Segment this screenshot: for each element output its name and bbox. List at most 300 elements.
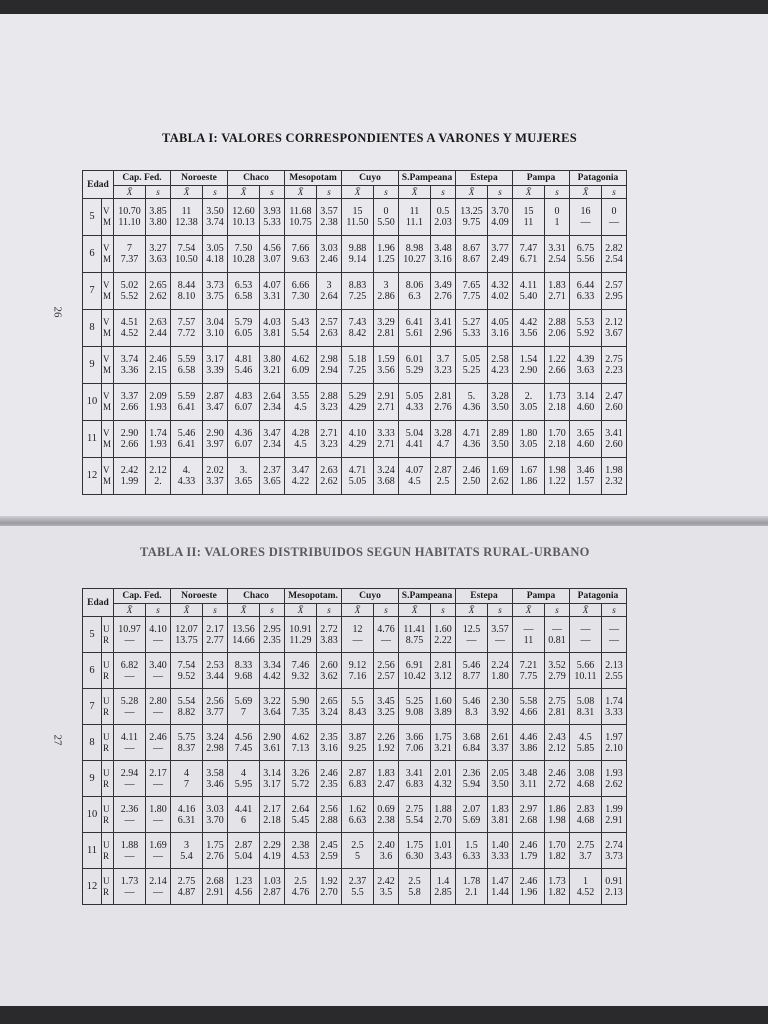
value: 5: [355, 850, 360, 862]
mean-cell: [171, 833, 203, 869]
sd-cell: [374, 689, 399, 725]
age-cell: 8: [83, 310, 102, 347]
mean-cell: [285, 869, 317, 905]
sd-cell: [602, 725, 627, 761]
value: 2.63: [149, 317, 167, 328]
group-label: R: [103, 850, 110, 861]
value: 2.05: [491, 767, 509, 779]
mean-cell: [171, 347, 203, 384]
value: 1.93: [605, 767, 623, 779]
value: 3.37: [120, 391, 139, 402]
value: —: [523, 623, 534, 635]
value: 2.75: [605, 354, 623, 365]
mean-cell: [456, 761, 488, 797]
value: 3.65: [576, 428, 595, 439]
mean-cell: [342, 689, 374, 725]
value: 2.36: [462, 767, 481, 779]
mean-cell: [342, 797, 374, 833]
value: 3: [326, 280, 332, 291]
value: 3.73: [605, 850, 623, 862]
group-cell: [102, 310, 114, 347]
group-label: V: [103, 465, 110, 475]
sd-header: s: [488, 604, 513, 617]
value: 3.86: [519, 742, 538, 754]
value: 2.81: [434, 659, 452, 671]
value: 7.25: [348, 291, 367, 302]
region-header: Patagonia: [570, 589, 627, 604]
mean-cell: [570, 653, 602, 689]
value: 4.03: [263, 317, 281, 328]
table-row: [83, 689, 627, 725]
value: 1.88: [120, 839, 139, 851]
value: 3.36: [120, 365, 139, 376]
value: 3.67: [605, 328, 623, 339]
sd-cell: [146, 617, 171, 653]
value: 5.43: [291, 317, 310, 328]
mean-cell: [342, 236, 374, 273]
value: 4.29: [348, 402, 367, 413]
group-label: U: [103, 875, 110, 886]
mean-cell: [342, 833, 374, 869]
value: 2.71: [377, 439, 395, 450]
value: 4.52: [120, 328, 139, 339]
sd-cell: [317, 833, 342, 869]
mean-cell: [171, 199, 203, 236]
value: 3: [184, 839, 189, 851]
mean-cell: [399, 199, 431, 236]
value: 4.7: [436, 439, 450, 450]
mean-cell: [456, 725, 488, 761]
value: 8.33: [234, 659, 253, 671]
mean-cell: [285, 236, 317, 273]
value: 2.18: [548, 439, 566, 450]
value: 1.80: [149, 803, 167, 815]
sd-cell: [602, 617, 627, 653]
age-cell: 10: [83, 384, 102, 421]
value: 2.82: [605, 243, 623, 254]
age-cell: 12: [83, 869, 102, 905]
value: 11.50: [346, 217, 369, 228]
sd-cell: [545, 421, 570, 458]
region-header: Cap. Fed.: [114, 589, 171, 604]
sd-cell: [203, 310, 228, 347]
value: 11: [181, 206, 192, 217]
value: 4.5: [294, 439, 307, 450]
page-number: 27: [51, 734, 64, 746]
value: 2.57: [320, 317, 338, 328]
group-cell: [102, 833, 114, 869]
mean-cell: [513, 617, 545, 653]
value: 11.41: [403, 623, 426, 635]
value: 2.87: [234, 839, 253, 851]
value: 6.75: [576, 243, 595, 254]
table-row: [83, 421, 627, 458]
value: 2.37: [348, 875, 367, 887]
value: 1.82: [548, 850, 566, 862]
table-row: [83, 199, 627, 236]
value: 3.65: [234, 476, 253, 487]
value: 1.82: [548, 886, 566, 898]
mean-cell: [456, 384, 488, 421]
sd-cell: [260, 869, 285, 905]
value: 3.50: [491, 402, 509, 413]
value: 6.63: [348, 814, 367, 826]
value: 4.46: [519, 731, 538, 743]
mean-cell: [285, 725, 317, 761]
value: 6.53: [234, 280, 253, 291]
value: 7.54: [177, 243, 196, 254]
mean-cell: [513, 421, 545, 458]
value: 15: [523, 206, 534, 217]
region-header: Estepa: [456, 171, 513, 186]
value: 3.56: [377, 365, 395, 376]
value: 3.24: [377, 465, 395, 476]
value: 6.33: [462, 850, 481, 862]
value: 2.62: [320, 476, 338, 487]
mean-cell: [513, 273, 545, 310]
mean-cell: [171, 689, 203, 725]
mean-cell: [456, 653, 488, 689]
value: 1.83: [377, 767, 395, 779]
mean-cell: [228, 725, 260, 761]
value: 1.80: [491, 670, 509, 682]
mean-cell: [456, 199, 488, 236]
value: —: [352, 634, 363, 646]
value: 0: [383, 206, 389, 217]
sd-cell: [602, 273, 627, 310]
value: 6.3: [408, 291, 421, 302]
value: —: [124, 886, 135, 898]
value: 13.75: [175, 634, 198, 646]
region-header: Chaco: [228, 171, 285, 186]
value: 1.75: [434, 731, 452, 743]
value: 3.89: [434, 706, 452, 718]
value: 9.14: [348, 254, 367, 265]
mean-cell: [285, 653, 317, 689]
value: 2.12: [548, 742, 566, 754]
value: 7.72: [177, 328, 196, 339]
mean-cell: [570, 347, 602, 384]
age-cell: 11: [83, 833, 102, 869]
value: 3.33: [491, 850, 509, 862]
sd-cell: [602, 761, 627, 797]
value: 3.93: [263, 206, 281, 217]
mean-cell: [114, 725, 146, 761]
value: 5.02: [120, 280, 139, 291]
value: 2.88: [320, 391, 338, 402]
value: 0.81: [548, 634, 566, 646]
sd-cell: [146, 384, 171, 421]
age-cell: 5: [83, 199, 102, 236]
value: 5.58: [519, 695, 538, 707]
mean-cell: [114, 421, 146, 458]
mean-cell: [171, 653, 203, 689]
value: 7.35: [291, 706, 310, 718]
value: 3.66: [405, 731, 424, 743]
value: 15: [352, 206, 363, 217]
value: 5.66: [576, 659, 595, 671]
value: 2.46: [519, 839, 538, 851]
value: 3.46: [206, 778, 224, 790]
value: 3.23: [434, 365, 452, 376]
mean-cell: [228, 869, 260, 905]
value: 2.1: [465, 886, 478, 898]
value: 1.4: [436, 875, 450, 887]
value: 2.46: [519, 875, 538, 887]
table-row: [83, 273, 627, 310]
region-header: Patagonia: [570, 171, 627, 186]
sd-cell: [203, 421, 228, 458]
table-row: [83, 347, 627, 384]
value: 3.10: [206, 328, 224, 339]
value: 7.54: [177, 659, 196, 671]
value: 5.90: [291, 695, 310, 707]
value: 9.12: [348, 659, 367, 671]
mean-cell: [456, 273, 488, 310]
mean-cell: [513, 869, 545, 905]
mean-cell: [171, 617, 203, 653]
value: 8.67: [462, 254, 481, 265]
value: 1.74: [149, 428, 167, 439]
value: 1.88: [434, 803, 452, 815]
value: 2.88: [548, 317, 566, 328]
sd-cell: [203, 273, 228, 310]
value: 5.25: [405, 695, 424, 707]
group-cell: [102, 761, 114, 797]
value: 3.70: [491, 206, 509, 217]
value: 2.46: [548, 767, 566, 779]
value: 2.46: [462, 465, 481, 476]
value: 6: [241, 814, 246, 826]
value: 13.56: [232, 623, 255, 635]
mean-cell: [171, 273, 203, 310]
value: 2.81: [377, 328, 395, 339]
sd-cell: [545, 273, 570, 310]
mean-header: X̄: [285, 604, 317, 617]
value: 2.76: [206, 850, 224, 862]
value: 10.28: [232, 254, 255, 265]
value: 1.99: [120, 476, 139, 487]
value: 7.75: [519, 670, 538, 682]
value: 2.35: [263, 634, 281, 646]
value: —: [153, 706, 163, 718]
mean-header: X̄: [228, 604, 260, 617]
mean-cell: [285, 421, 317, 458]
age-cell: 6: [83, 236, 102, 273]
value: 4.05: [491, 317, 509, 328]
value: 2.22: [434, 634, 452, 646]
value: 5.27: [462, 317, 481, 328]
value: 3.44: [206, 670, 224, 682]
value: 1.73: [548, 875, 566, 887]
mean-cell: [399, 761, 431, 797]
value: 7.43: [348, 317, 367, 328]
sd-cell: [317, 199, 342, 236]
mean-cell: [285, 199, 317, 236]
value: —: [124, 670, 135, 682]
value: 2.18: [548, 402, 566, 413]
mean-cell: [570, 869, 602, 905]
sd-cell: [203, 384, 228, 421]
value: 12.60: [232, 206, 255, 217]
table-row: [83, 458, 627, 495]
value: —: [124, 706, 135, 718]
value: 4.: [182, 465, 191, 476]
value: 3.62: [320, 670, 338, 682]
subheader-row: [83, 186, 627, 199]
value: 1.79: [519, 850, 538, 862]
value: 3.92: [491, 706, 509, 718]
value: 2.13: [605, 659, 623, 671]
mean-cell: [399, 797, 431, 833]
value: 4.41: [234, 803, 253, 815]
value: 3.31: [548, 243, 566, 254]
region-header: Estepa: [456, 589, 513, 604]
sd-cell: [488, 653, 513, 689]
value: —: [609, 634, 619, 646]
value: 3.6: [379, 850, 393, 862]
value: 8.06: [405, 280, 424, 291]
mean-cell: [114, 236, 146, 273]
sd-cell: [374, 725, 399, 761]
value: 5.54: [405, 814, 424, 826]
value: 4.36: [462, 439, 481, 450]
value: 3.64: [263, 706, 281, 718]
value: 7: [184, 778, 189, 790]
value: 2.62: [605, 778, 623, 790]
value: 7.50: [234, 243, 253, 254]
value: 2.12: [149, 465, 167, 476]
sd-cell: [545, 689, 570, 725]
value: 7.21: [519, 659, 538, 671]
value: 4.60: [576, 439, 595, 450]
value: 5.25: [462, 365, 481, 376]
mean-cell: [114, 833, 146, 869]
mean-cell: [399, 310, 431, 347]
value: 7.65: [462, 280, 481, 291]
value: 2.81: [548, 706, 566, 718]
value: 2.37: [263, 465, 281, 476]
value: 6.58: [234, 291, 253, 302]
mean-cell: [342, 458, 374, 495]
region-header: Mesopotam.: [285, 589, 342, 604]
group-label: V: [103, 317, 110, 327]
sd-header: s: [431, 604, 456, 617]
mean-cell: [228, 653, 260, 689]
sd-cell: [431, 458, 456, 495]
value: 2.79: [548, 670, 566, 682]
mean-cell: [399, 347, 431, 384]
value: 4.11: [120, 731, 139, 743]
value: 2.55: [605, 670, 623, 682]
sd-cell: [374, 199, 399, 236]
value: 2.26: [377, 731, 395, 743]
value: 2.: [524, 391, 533, 402]
mean-cell: [114, 797, 146, 833]
value: 6.07: [234, 402, 253, 413]
sd-cell: [545, 833, 570, 869]
value: 3.80: [263, 354, 281, 365]
header-row: [83, 171, 627, 186]
mean-cell: [228, 689, 260, 725]
value: 3.74: [206, 217, 224, 228]
value: 2.74: [605, 839, 623, 851]
value: 2.34: [263, 439, 281, 450]
value: 6.01: [405, 354, 424, 365]
mean-cell: [228, 384, 260, 421]
mean-cell: [228, 199, 260, 236]
mean-cell: [171, 310, 203, 347]
value: 2.10: [605, 742, 623, 754]
value: 1.03: [263, 875, 281, 887]
value: 2.97: [519, 803, 538, 815]
value: 11.10: [118, 217, 141, 228]
table-row: [83, 869, 627, 905]
value: 3.03: [320, 243, 338, 254]
sd-header: s: [374, 186, 399, 199]
value: 11: [523, 634, 534, 646]
value: —: [381, 634, 391, 646]
value: 2.49: [491, 254, 509, 265]
sd-cell: [545, 869, 570, 905]
mean-cell: [285, 347, 317, 384]
value: —: [153, 850, 163, 862]
value: 2.47: [605, 391, 623, 402]
sd-cell: [260, 653, 285, 689]
group-label: V: [103, 391, 110, 401]
value: 2.56: [320, 803, 338, 815]
value: 0.5: [436, 206, 450, 217]
value: 2.68: [519, 814, 538, 826]
value: 11.29: [289, 634, 312, 646]
value: 4.32: [491, 280, 509, 291]
value: 10.91: [289, 623, 312, 635]
value: 2.: [154, 476, 162, 487]
sd-cell: [203, 458, 228, 495]
value: 5.40: [519, 291, 538, 302]
sd-cell: [488, 421, 513, 458]
mean-cell: [456, 236, 488, 273]
sd-cell: [545, 310, 570, 347]
mean-cell: [228, 617, 260, 653]
value: 1.83: [491, 803, 509, 815]
value: 3.27: [149, 243, 167, 254]
page-number: 26: [51, 306, 64, 318]
sd-cell: [146, 653, 171, 689]
value: 3.16: [434, 254, 452, 265]
sd-cell: [374, 869, 399, 905]
age-cell: 9: [83, 761, 102, 797]
mean-cell: [513, 347, 545, 384]
value: 3.24: [320, 706, 338, 718]
value: 1.75: [206, 839, 224, 851]
sd-cell: [602, 689, 627, 725]
value: 3.47: [206, 402, 224, 413]
sd-cell: [374, 347, 399, 384]
value: 3.39: [206, 365, 224, 376]
sd-cell: [374, 797, 399, 833]
region-header: Pampa: [513, 171, 570, 186]
sd-cell: [317, 653, 342, 689]
mean-header: X̄: [228, 186, 260, 199]
value: 2.89: [491, 428, 509, 439]
value: 2.87: [348, 767, 367, 779]
value: 2.62: [491, 476, 509, 487]
age-cell: 8: [83, 725, 102, 761]
value: 2.90: [120, 428, 139, 439]
value: 2.15: [149, 365, 167, 376]
value: —: [153, 670, 163, 682]
